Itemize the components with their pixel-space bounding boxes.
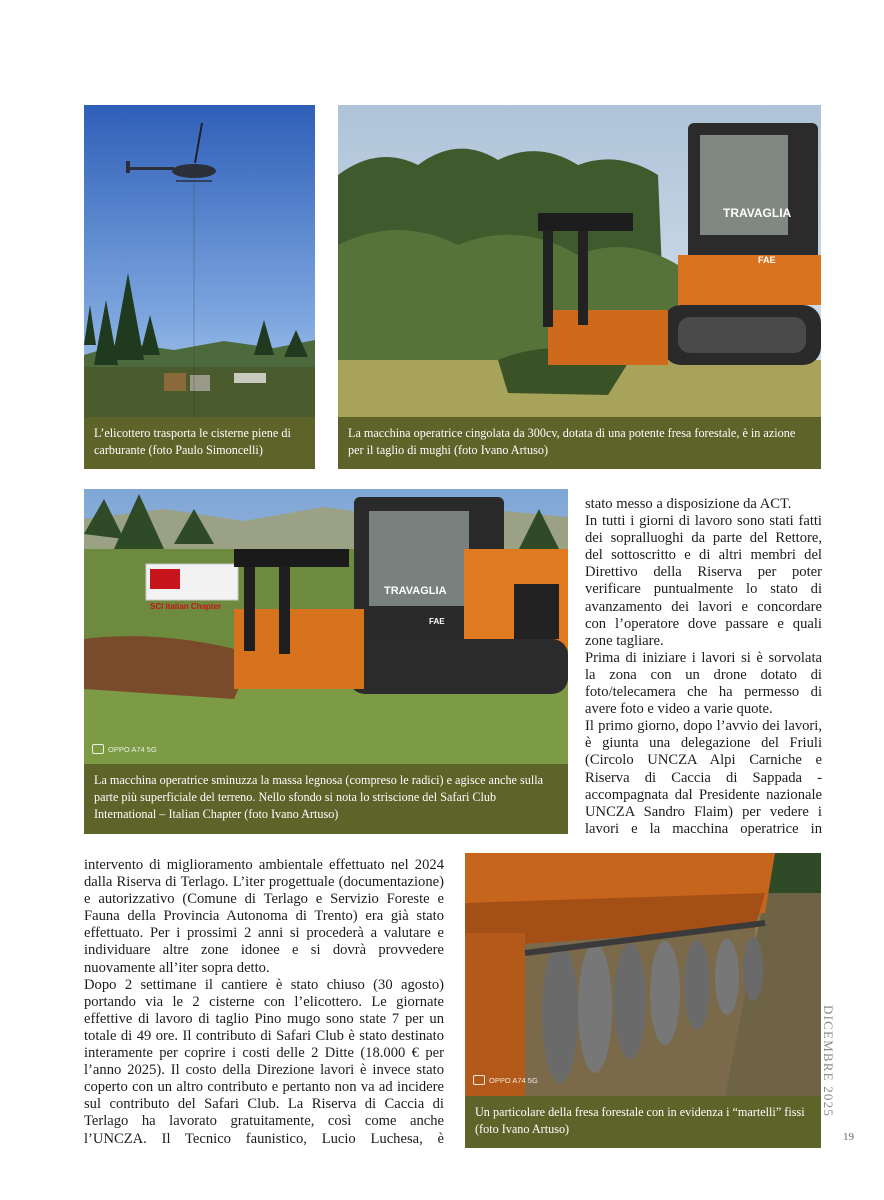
paragraph: intervento di miglioramento ambientale effettuato nel 2024 dalla Riserva di Terlago. L’iter progettuale (documentazione) e autorizzativo (Comune di Terlago e Servizio Foreste e Fauna della Provincia Autonoma di Trento) era già stato effettuato. Per i prossimi 2 anni si procederà a valutare e individuare altre zone idonee e si dovrà provvedere nuovamente all’iter sopra detto. — [84, 857, 444, 976]
left-column-text — [84, 857, 444, 1148]
figure-machine-top — [338, 105, 821, 469]
camera-watermark: OPPO A74 5G — [92, 744, 157, 754]
camera-watermark: OPPO A74 5G — [473, 1075, 538, 1085]
machine-top-caption: La macchina operatrice cingolata da 300cv, dotata di una potente fresa forestale, è in azione per il taglio di mughi (foto Ivano Artuso) — [338, 417, 821, 469]
mulcher-photo — [465, 853, 821, 1096]
machine-brand-label: TRAVAGLIA — [723, 206, 792, 220]
machine-middle-photo — [84, 489, 568, 764]
banner-text: SCI Italian Chapter — [150, 602, 222, 611]
camera-icon — [473, 1075, 485, 1085]
helicopter-photo — [84, 105, 315, 417]
paragraph: In tutti i giorni di lavoro sono stati fatti dei sopralluoghi da parte del Rettore, del sottoscritto e di altri membri del Direttivo della Riserva per poter verificare puntualmente lo stato di avanzamento dei lavori e concordare con l’operatore dove passare e quali zone tagliare. — [585, 513, 822, 649]
page-number: 19 — [843, 1131, 854, 1143]
paragraph: stato messo a disposizione da ACT. — [585, 496, 792, 512]
machine-brand-label: TRAVAGLIA — [384, 585, 447, 597]
paragraph: Il primo giorno, dopo l’avvio dei lavori, è giunta una delegazione del Friuli (Circolo UNCZA Alpi Carniche e Riserva di Caccia di Sappada - accompagnata dal Presidente nazionale UNCZA Sandro Flaim) per vedere i lavori e la macchina operatrice in — [585, 718, 822, 837]
mulcher-caption: Un particolare della fresa forestale con in evidenza i “martelli” fissi (foto Ivano Artuso) — [465, 1096, 821, 1148]
machine-logo-label: FAE — [758, 255, 776, 265]
figure-helicopter — [84, 105, 315, 469]
issue-label: DICEMBRE 2025 — [821, 1005, 836, 1118]
machine-middle-caption: La macchina operatrice sminuzza la massa legnosa (compreso le radici) e agisce anche sulla parte più superficiale del terreno. Nello sfondo si nota lo striscione del Safari Club International – Italian Chapter (foto Ivano Artuso) — [84, 764, 568, 834]
machine-logo-label: FAE — [429, 617, 445, 626]
camera-icon — [92, 744, 104, 754]
paragraph: Dopo 2 settimane il cantiere è stato chiuso (30 agosto) portando via le 2 cisterne con l’elicottero. Le giornate effettive di lavoro di taglio Pino mugo sono state 7 per un totale di 49 ore. Il contributo di Safari Club è stato destinato interamente per coprire i costi delle 2 Ditte (18.000 € per l’anno 2025). Il costo della Direzione lavori è invece stato coperto con un altro contributo e pertanto non va ad incidere sul contributo del Safari Club. La Riserva di Caccia di Terlago ha lavorato gratuitamente, così come anche l’UNCZA. Il Tecnico faunistico, Lucio Luchesa, è — [84, 976, 444, 1147]
figure-machine-middle — [84, 489, 568, 834]
helicopter-caption: L’elicottero trasporta le cisterne piene di carburante (foto Paulo Simoncelli) — [84, 417, 315, 469]
machine-top-photo — [338, 105, 821, 417]
figure-mulcher-detail — [465, 853, 821, 1148]
right-column-text — [585, 496, 822, 838]
paragraph: Prima di iniziare i lavori si è sorvolata la zona con un drone dotato di foto/telecamera che ha permesso di avere foto e video a varie quote. — [585, 649, 822, 718]
